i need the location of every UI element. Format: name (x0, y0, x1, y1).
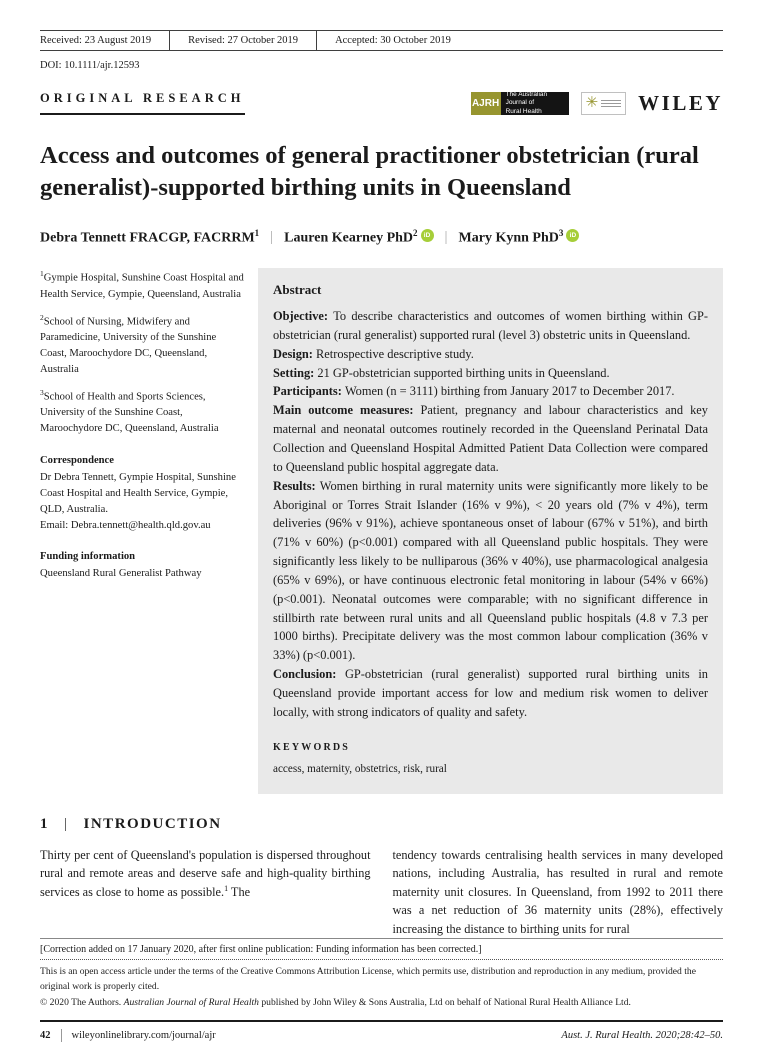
copyright-suffix: published by John Wiley & Sons Australia, Ltd on behalf of National Rural Health Alliance Ltd. (258, 996, 631, 1008)
accepted-date: Accepted: 30 October 2019 (316, 31, 469, 50)
footnotes-block (40, 938, 723, 1011)
abstract-outcome-measures-label: Main outcome measures: (273, 403, 421, 418)
abstract-participants-label: Participants: (273, 384, 345, 399)
affiliation-2-text: School of Nursing, Midwifery and Paramedicine, University of the Sunshine Coast, Maroochydore DC, Queensland, Australia (40, 316, 217, 375)
author-3 (459, 228, 580, 247)
affiliation-1-text: Gympie Hospital, Sunshine Coast Hospital and Health Service, Gympie, Queensland, Australia (40, 272, 244, 300)
ajrh-logo (471, 92, 569, 115)
article-history-bar (40, 30, 723, 51)
abstract-setting (273, 364, 708, 383)
introduction-heading (40, 816, 723, 833)
orcid-icon[interactable]: iD (421, 229, 434, 242)
abstract-conclusion-text: GP-obstetrician (rural generalist) supported rural birthing units in Queensland provide important access for low and medium risk women to deliver locally, with strong indicators of quality and safety. (273, 667, 708, 719)
abstract-results-text: Women birthing in rural maternity units were significantly more likely to be Aboriginal or Torres Strait Islander (16% v 9%), < 20 years old (7% v 4%), term deliveries (96% v 91%), achieve spontaneous onset of labour (67% v 51%), and birth (71% v 60%) (p<0.001) compared with all Queensland public hospitals. They were significantly less likely to be nulliparous (36% v 40%), use pharmacological analgesia (65% v 69%), or have continuous electronic fetal monitoring in labour (54% v 66%) (p<0.001). Neonatal outcomes were comparable; with no significant difference in stillbirth rate between rural units and all Queensland public hospitals (4.8 v 7.3 per 1000 births). Precipitate delivery was the most common labour complication (36% v 33%) (p<0.001). (273, 478, 708, 663)
abstract-outcome-measures (273, 401, 708, 476)
nrha-logo (581, 92, 627, 115)
article-body-grid (40, 268, 723, 794)
intro-left-text-cont: The (228, 884, 251, 899)
journal-logos (471, 91, 723, 116)
nrha-logo-text-lines (601, 100, 621, 108)
abstract-conclusion (273, 665, 708, 722)
author-list (40, 228, 723, 247)
affiliation-1-marker: 1 (40, 269, 44, 279)
affiliation-2-marker: 2 (40, 312, 44, 322)
affiliation-3-text: School of Health and Sports Sciences, University of the Sunshine Coast, Maroochydore DC, Queensland, Australia (40, 391, 219, 435)
abstract-objective-text: To describe characteristics and outcomes of women birthing within GP-obstetrician (rural generalist) supported rural (level 3) obstetric units in Queensland. (273, 309, 708, 342)
copyright-prefix: © 2020 The Authors. (40, 996, 124, 1008)
orcid-icon[interactable]: iD (566, 229, 579, 242)
email-link[interactable]: Debra.tennett@health.qld.gov.au (70, 519, 211, 531)
author-1-affiliation-ref: 1 (254, 227, 260, 238)
author-3-affiliation-ref: 3 (558, 227, 564, 238)
author-1-name: Debra Tennett FRACGP, FACRRM (40, 230, 255, 246)
introduction-section (40, 816, 723, 938)
abstract-results-label: Results: (273, 478, 320, 493)
abstract-panel (258, 268, 723, 794)
revised-date: Revised: 27 October 2019 (169, 31, 316, 50)
section-heading-divider: | (64, 815, 69, 832)
author-2-affiliation-ref: 2 (413, 227, 418, 238)
intro-right-column: tendency towards centralising health services in many developed nations, including Australia, has resulted in rural and remote maternity unit closures. In Queensland, from 1992 to 2011 there was a net reduction of 36 maternity units (28%), effectively increasing the distance to birthing units for rural (392, 847, 723, 936)
funding-text: Queensland Rural Generalist Pathway (40, 568, 202, 580)
ajrh-logo-name (501, 92, 569, 115)
keywords-list: access, maternity, obstetrics, risk, rural (273, 762, 447, 775)
abstract-participants-text: Women (n = 3111) birthing from January 2017 to December 2017. (344, 384, 675, 399)
page-number: 42 (40, 1029, 51, 1041)
ajrh-logo-name-line2: Rural Health (505, 107, 542, 115)
abstract-design-label: Design: (273, 346, 317, 361)
intro-left-column (40, 846, 371, 938)
doi-text: DOI: 10.1111/ajr.12593 (40, 60, 140, 71)
correction-note: [Correction added on 17 January 2020, after first online publication: Funding information has been corrected.] (40, 938, 723, 959)
abstract-design-text: Retrospective descriptive study. (316, 346, 474, 361)
abstract-objective-label: Objective: (273, 309, 334, 324)
abstract-conclusion-label: Conclusion: (273, 667, 345, 682)
article-type-label: ORIGINAL RESEARCH (40, 91, 245, 115)
abstract-heading: Abstract (273, 282, 322, 298)
funding-heading: Funding information (40, 551, 136, 563)
wiley-logo: WILEY (638, 91, 723, 115)
citation-ref-1: 1 (224, 883, 229, 893)
abstract-objective (273, 307, 708, 345)
abstract-setting-label: Setting: (273, 365, 318, 380)
keywords-block (273, 740, 708, 778)
correspondence-heading: Correspondence (40, 454, 114, 466)
section-number: 1 (40, 815, 49, 832)
author-separator: | (270, 228, 274, 245)
affiliation-3-marker: 3 (40, 387, 44, 397)
intro-left-text: Thirty per cent of Queensland's population is dispersed throughout rural and remote areas and deserve safe and high-quality birthing services as close to home as possible. (40, 847, 371, 899)
introduction-columns (40, 846, 723, 938)
nrha-asterisk-icon: ✳ (585, 95, 599, 111)
section-title: INTRODUCTION (83, 815, 222, 832)
citation-text: Aust. J. Rural Health. 2020;28:42–50. (561, 1029, 723, 1041)
journal-url[interactable]: wileyonlinelibrary.com/journal/ajr (71, 1029, 216, 1041)
footer-divider (61, 1029, 62, 1042)
abstract-participants (273, 382, 708, 401)
affiliation-1 (40, 268, 245, 302)
received-date: Received: 23 August 2019 (40, 35, 152, 46)
author-2 (284, 228, 433, 247)
ajrh-logo-initials: AJRH (471, 92, 501, 115)
copyright-note (40, 996, 723, 1011)
abstract-design (273, 345, 708, 364)
author-2-name: Lauren Kearney PhD (284, 230, 414, 246)
article-sidebar (40, 268, 245, 794)
abstract-setting-text: 21 GP-obstetrician supported birthing units in Queensland. (317, 365, 610, 380)
page-footer (40, 1020, 723, 1042)
affiliation-3 (40, 387, 245, 437)
keywords-heading: KEYWORDS (273, 741, 351, 753)
license-note: This is an open access article under the terms of the Creative Commons Attribution License, which permits use, distribution and reproduction in any medium, provided the original work is properly cited. (40, 966, 696, 992)
author-3-name: Mary Kynn PhD (458, 230, 559, 246)
abstract-results (273, 477, 708, 665)
abstract-outcome-measures-text: Patient, pregnancy and labour characteristics and key maternal and neonatal outcomes routinely recorded in the Queensland Perinatal Data Collection and Queensland Hospital Admitted Patient Data Collection were compared to Queensland public hospital aggregate data. (273, 403, 708, 474)
article-title: Access and outcomes of general practitioner obstetrician (rural generalist)-supported birthing units in Queensland (40, 142, 699, 201)
correspondence-text: Dr Debra Tennett, Gympie Hospital, Sunshine Coast Hospital and Health Service, Gympie, QLD, Australia. (40, 471, 236, 515)
author-separator: | (444, 228, 448, 245)
article-type-row (40, 91, 723, 116)
ajrh-logo-name-line1: The Australian Journal of (505, 90, 548, 107)
correspondence-email-line (40, 518, 245, 534)
email-label: Email: (40, 519, 71, 531)
affiliation-2 (40, 312, 245, 378)
author-1 (40, 228, 259, 247)
dotted-divider (40, 959, 723, 960)
copyright-journal-name: Australian Journal of Rural Health (123, 996, 259, 1008)
